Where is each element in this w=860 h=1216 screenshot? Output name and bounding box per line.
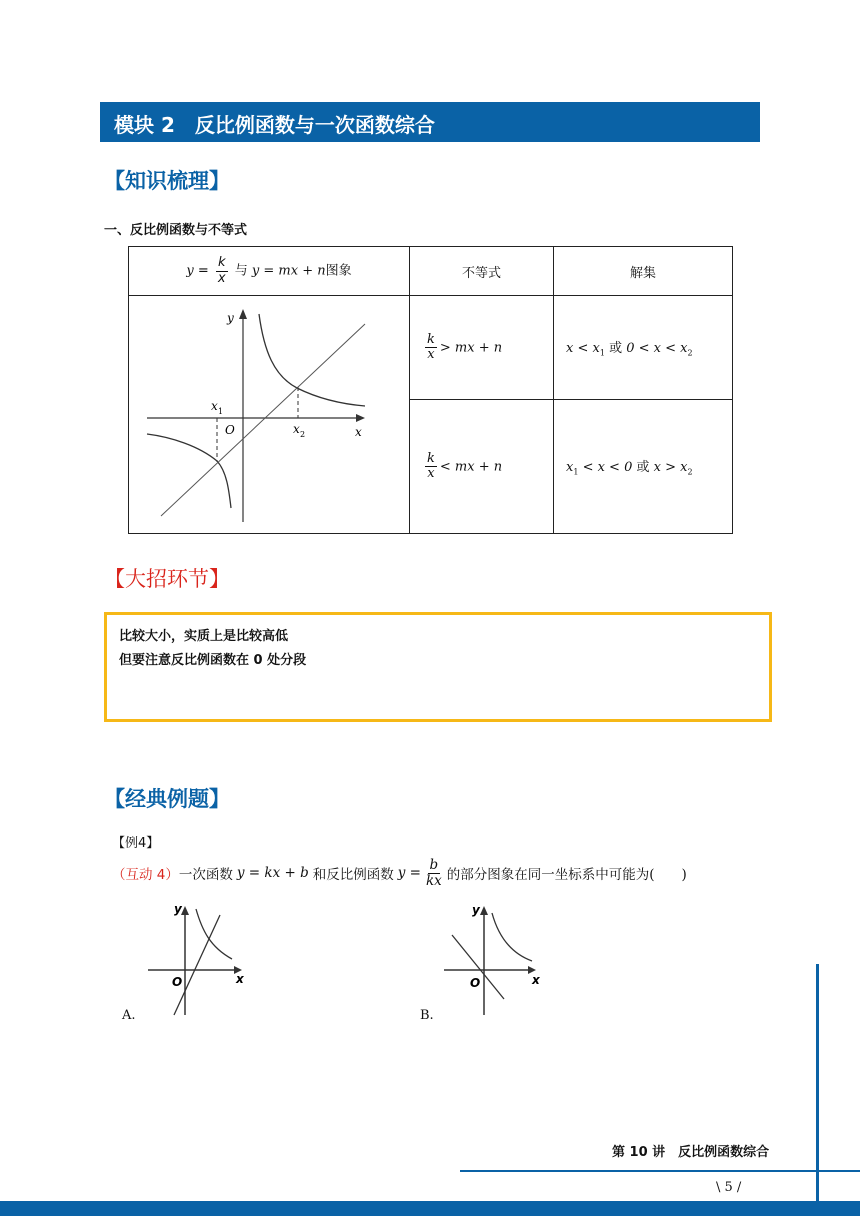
option-b-label[interactable]: B. [420, 1008, 434, 1023]
row1-inequality [410, 296, 554, 400]
module-title: 模块 2 反比例函数与一次函数综合 [114, 113, 435, 137]
opt-b-origin-label: O [470, 976, 481, 990]
row2-sol-a-rest: < x < 0 [578, 460, 633, 476]
row2-solution [554, 400, 733, 534]
header-solution: 解集 [554, 247, 733, 296]
question-text-2: 和反比例函数 [312, 867, 394, 884]
header-frac-num: k [217, 255, 226, 271]
row1-frac-den: x [427, 347, 435, 362]
row2-sol-b: x > x [653, 460, 688, 476]
module-title-bar [100, 102, 760, 142]
row2-sol-a: x [566, 460, 574, 476]
row2-ineq-rest: < mx + n [439, 459, 503, 474]
opt-a-y-label: y [174, 902, 182, 916]
opt-a-origin-label: O [172, 975, 183, 989]
bottom-band [0, 1201, 860, 1216]
tip-line-1: 比较大小，实质上是比较高低 [119, 629, 289, 644]
linear-line [161, 324, 365, 516]
row2-sol-a-sub: 1 [573, 467, 579, 477]
question-prefix: （互动 4） [112, 867, 179, 884]
tip-box [104, 612, 772, 722]
header-mid: 与 [234, 263, 248, 279]
question-text-1: 一次函数 [178, 867, 233, 884]
question-frac-num: b [429, 857, 439, 873]
row1-sol-a: x < x [566, 341, 600, 357]
tip-heading: 【大招环节】 [104, 567, 230, 591]
graph-x-label: x [355, 425, 362, 439]
knowledge-heading: 【知识梳理】 [104, 169, 230, 193]
header-line-eq: y = mx + n [251, 263, 326, 279]
footer-rule [460, 1170, 860, 1172]
header-tail: 图象 [325, 263, 352, 279]
question-y-eq: y = [397, 865, 421, 882]
graph-y-label: y [227, 311, 234, 325]
row1-sol-b-sub: 2 [687, 348, 693, 358]
example-tag: 【例4】 [112, 836, 160, 851]
header-inequality: 不等式 [410, 247, 554, 296]
option-a-graph [140, 895, 260, 1017]
question-linear-eq: y = kx + b [236, 865, 309, 882]
graph-x2-sub: 2 [300, 430, 306, 439]
examples-heading: 【经典例题】 [104, 787, 230, 811]
question-fraction [424, 858, 444, 889]
row1-frac-num: k [427, 331, 435, 347]
graph-cell [129, 296, 410, 534]
opt-a-x-label: x [236, 972, 244, 986]
hyperbola-branch-right [259, 314, 365, 406]
page-number: \ 5 / [716, 1180, 742, 1195]
x-axis-arrow [356, 414, 365, 422]
row1-fraction [425, 333, 437, 363]
header-fraction [216, 256, 228, 286]
option-a-label[interactable]: A. [122, 1008, 136, 1023]
opt-b-y-label: y [472, 903, 480, 917]
hyperbola-branch-left [147, 434, 231, 508]
knowledge-subheading: 一、反比例函数与不等式 [104, 223, 248, 238]
opt-b-hyperbola [492, 913, 532, 961]
question-line [112, 858, 687, 889]
footer-lecture: 第 10 讲 反比例函数综合 [612, 1145, 770, 1160]
graph-x1-label: x [211, 399, 218, 413]
row1-ineq-rest: > mx + n [439, 340, 503, 355]
inequality-table [128, 246, 733, 534]
row1-sol-or: 或 [609, 341, 623, 357]
row2-frac-den: x [427, 466, 435, 481]
row2-sol-b-sub: 2 [687, 467, 693, 477]
opt-b-x-label: x [532, 973, 540, 987]
header-frac-den: x [217, 270, 226, 286]
row1-sol-a-sub: 1 [599, 348, 605, 358]
question-frac-den: kx [425, 872, 442, 889]
graph-x2-label: x [293, 422, 300, 436]
graph-x1-sub: 1 [218, 407, 224, 416]
row1-sol-b: 0 < x < x [626, 341, 688, 357]
tip-line-2: 但要注意反比例函数在 0 处分段 [119, 653, 307, 668]
opt-a-line [174, 915, 220, 1015]
option-b-graph [440, 895, 560, 1017]
row2-sol-or: 或 [636, 460, 650, 476]
header-y: y [186, 263, 194, 279]
right-vertical-rule [816, 964, 819, 1216]
row2-inequality [410, 400, 554, 534]
y-axis-arrow [239, 309, 247, 319]
row2-frac-num: k [427, 450, 435, 466]
hyperbola-line-graph [129, 296, 410, 534]
row2-fraction [425, 452, 437, 482]
opt-a-hyperbola [196, 909, 232, 959]
header-function-cell: y = $\frac{k}{x}$ 与 y = mx + n图象 [129, 247, 410, 296]
question-text-3: 的部分图象在同一坐标系中可能为( ) [446, 867, 687, 884]
row1-solution [554, 296, 733, 400]
graph-origin-label: O [225, 423, 235, 437]
